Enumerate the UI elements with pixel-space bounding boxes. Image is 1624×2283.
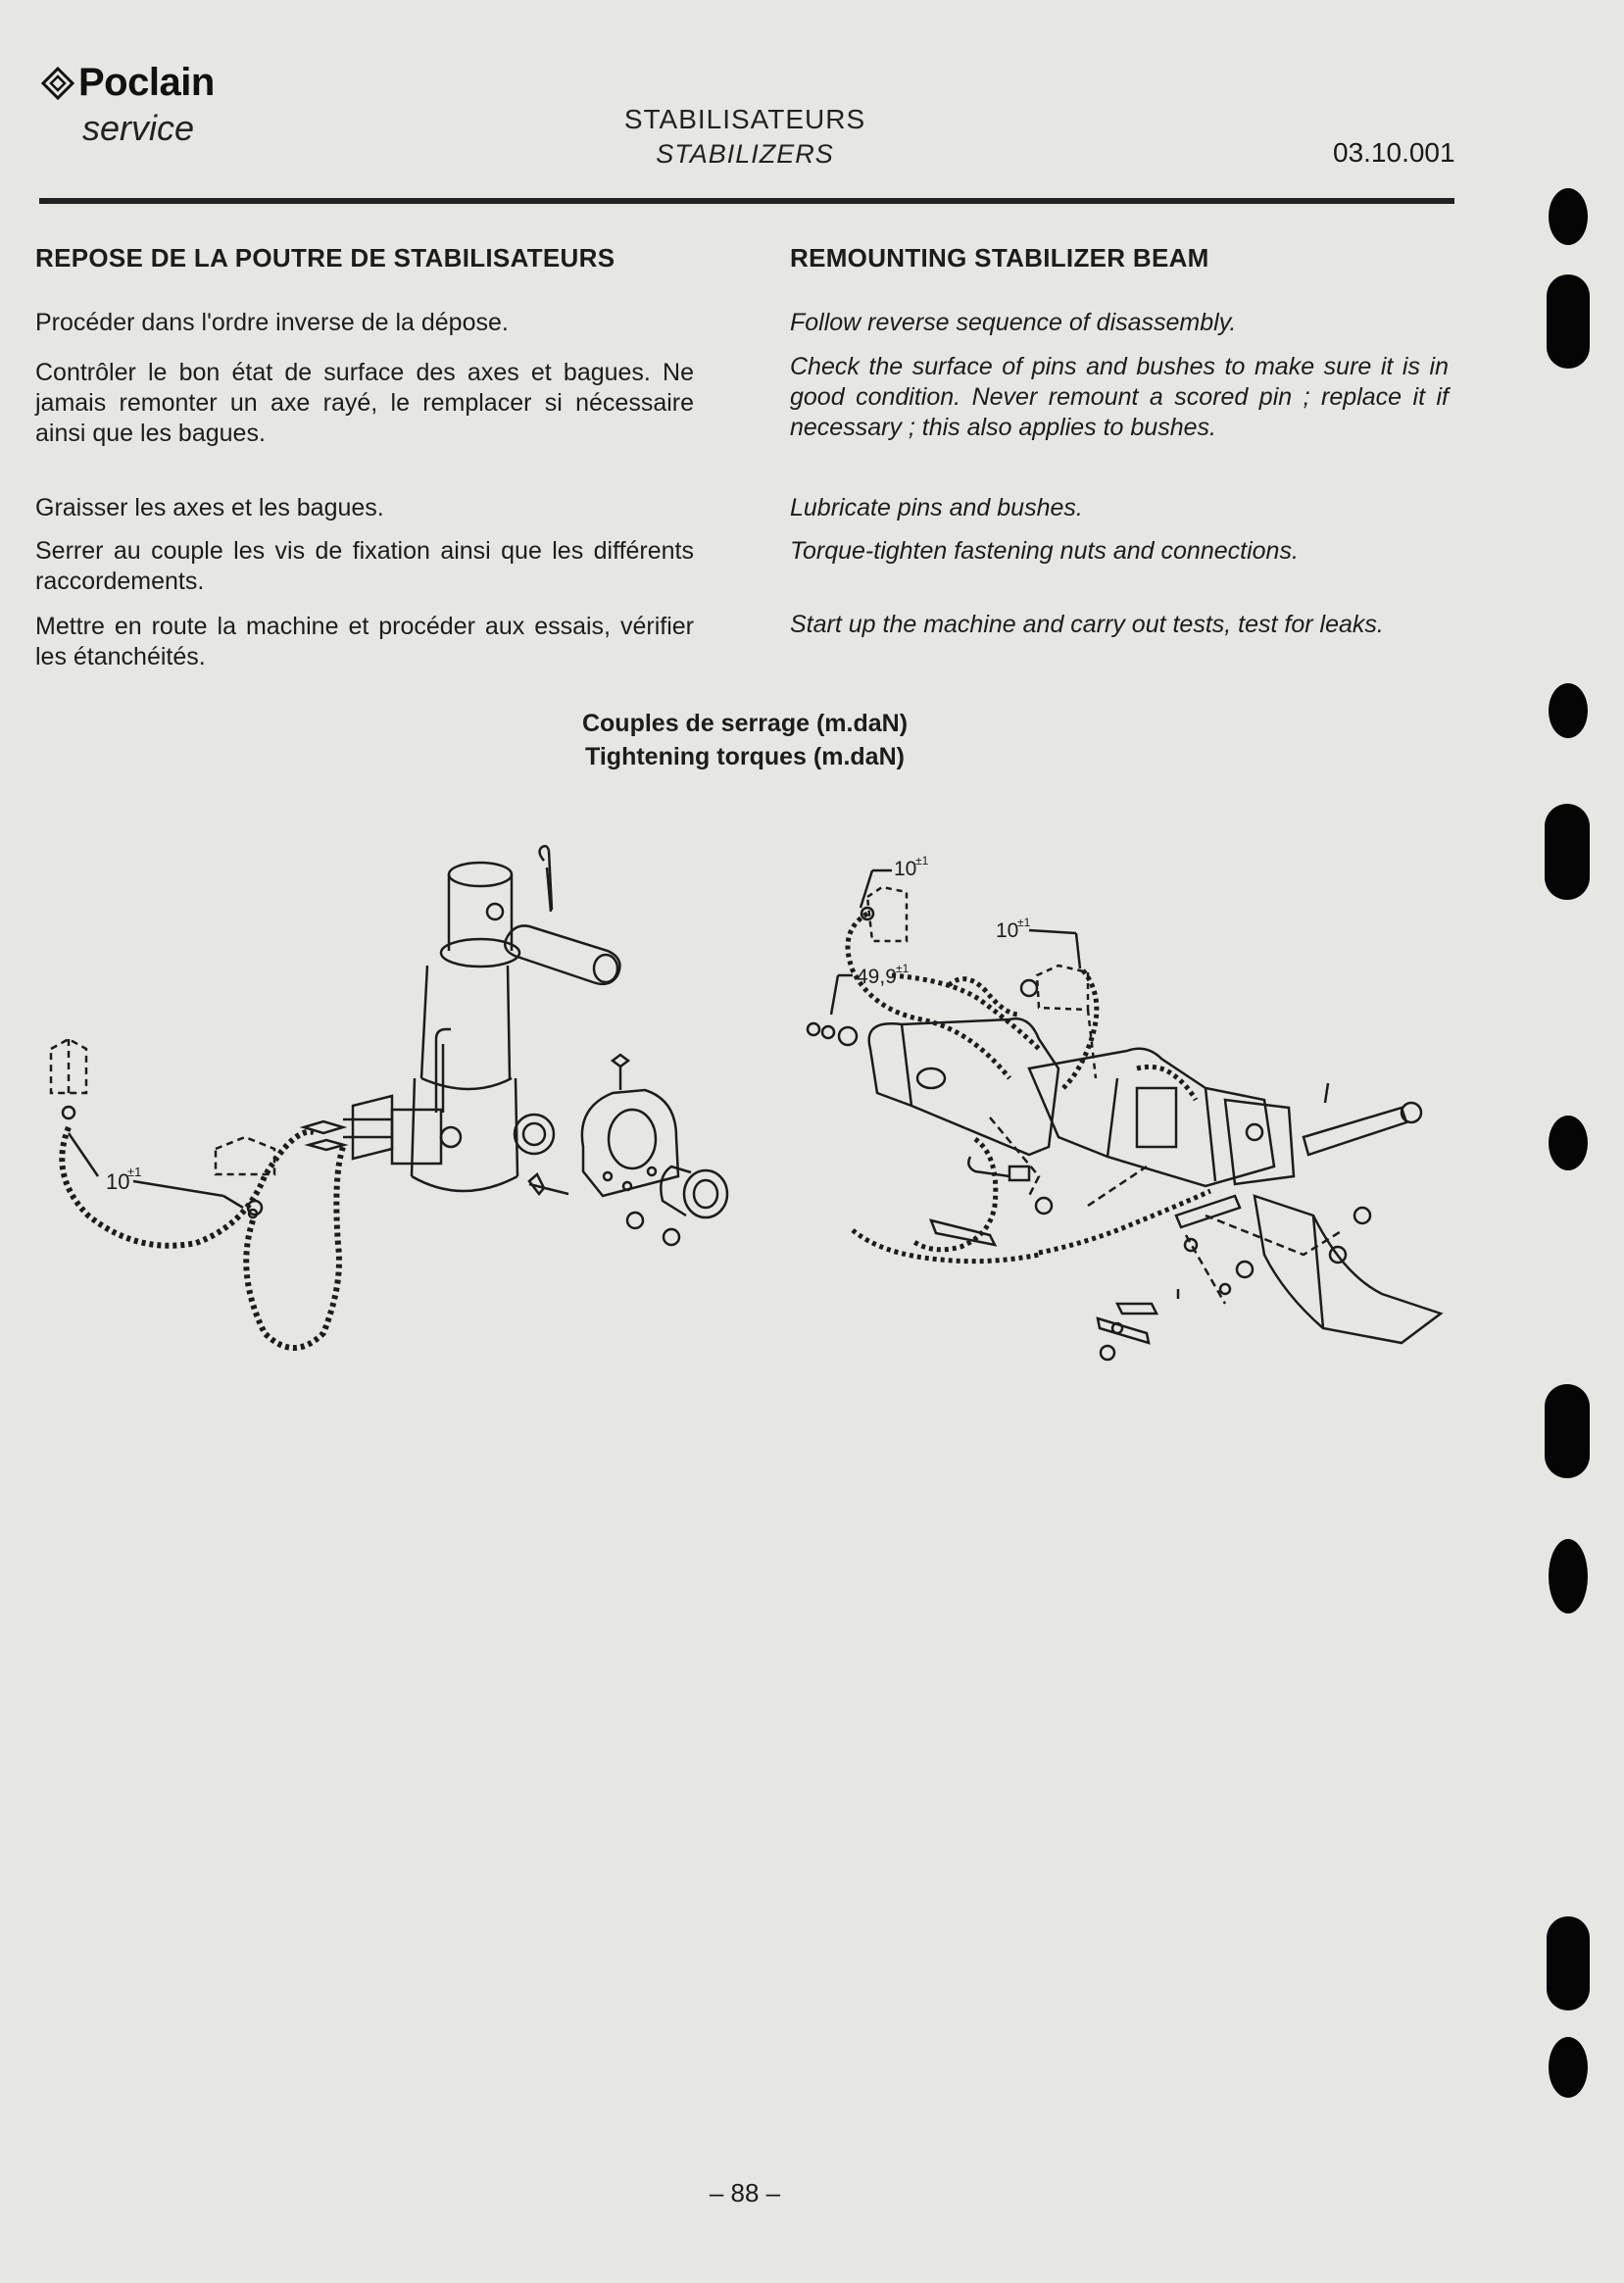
punch-hole-8 <box>1547 1916 1590 2010</box>
diamond-logo-icon <box>41 67 74 100</box>
brand-name: Poclain <box>78 61 215 104</box>
punch-hole-2 <box>1547 274 1590 369</box>
french-column <box>35 243 694 301</box>
english-p5-wrap <box>790 610 1449 640</box>
english-column <box>790 243 1449 301</box>
page-number: – 88 – <box>709 2178 781 2208</box>
left-torque-tolerance: ±1 <box>127 1165 142 1179</box>
french-p4-wrap <box>35 536 694 597</box>
english-paragraph-4: Torque-tighten fastening nuts and connections. <box>790 537 1299 565</box>
right-torque-tolerance-a: ±1 <box>915 854 929 868</box>
french-paragraph-2: Contrôler le bon état de surface des axes et bagues. Ne jamais remonter un axe rayé, le remplacer si nécessaire ainsi que les bagues. <box>35 359 694 447</box>
punch-hole-4 <box>1545 804 1590 900</box>
torque-caption-french: Couples de serrage (m.daN) <box>581 710 909 737</box>
punch-hole-3 <box>1549 683 1588 738</box>
punch-hole-9 <box>1549 2037 1588 2098</box>
english-heading: REMOUNTING STABILIZER BEAM <box>790 243 1209 273</box>
header-rule <box>39 198 1454 204</box>
right-torque-label-b: 10 <box>996 919 1019 942</box>
english-p2-wrap <box>790 352 1449 443</box>
french-p5-wrap <box>35 612 694 672</box>
stabilizer-cylinder-diagram <box>39 843 745 1363</box>
english-paragraph-3: Lubricate pins and bushes. <box>790 494 1083 521</box>
french-p1-wrap <box>35 308 694 338</box>
english-p1-wrap <box>790 308 1449 338</box>
french-paragraph-1: Procéder dans l'ordre inverse de la dépose. <box>35 309 509 336</box>
section-title-english: STABILIZERS <box>656 139 834 169</box>
punch-hole-1 <box>1549 188 1588 245</box>
french-heading: REPOSE DE LA POUTRE DE STABILISATEURS <box>35 243 615 273</box>
english-paragraph-1: Follow reverse sequence of disassembly. <box>790 309 1237 336</box>
english-p3-wrap <box>790 493 1449 523</box>
left-torque-label: 10 <box>106 1169 130 1194</box>
stabilizer-beam-diagram <box>794 843 1470 1372</box>
french-paragraph-3: Graisser les axes et les bagues. <box>35 494 384 521</box>
english-paragraph-2: Check the surface of pins and bushes to make sure it is in good condition. Never remount a scored pin ; replace it if necessary ; this also applies to bushes. <box>790 353 1449 441</box>
document-code: 03.10.001 <box>1333 137 1455 168</box>
punch-hole-5 <box>1549 1116 1588 1170</box>
french-paragraph-5: Mettre en route la machine et procéder aux essais, vérifier les étanchéités. <box>35 613 694 670</box>
french-p2-wrap <box>35 358 694 449</box>
right-torque-tolerance-b: ±1 <box>1017 916 1031 929</box>
right-torque-label-a: 10 <box>894 858 917 880</box>
english-paragraph-5: Start up the machine and carry out tests, test for leaks. <box>790 611 1384 638</box>
section-title-french: STABILISATEURS <box>623 104 866 134</box>
service-label: service <box>82 108 195 148</box>
torque-caption-english: Tightening torques (m.daN) <box>585 743 905 770</box>
punch-hole-6 <box>1545 1384 1590 1478</box>
french-p3-wrap <box>35 493 694 523</box>
right-torque-tolerance-c: ±1 <box>896 962 910 975</box>
english-p4-wrap <box>790 536 1449 567</box>
punch-hole-7 <box>1549 1539 1588 1613</box>
poclain-logo <box>41 61 215 105</box>
french-paragraph-4: Serrer au couple les vis de fixation ainsi que les différents raccordements. <box>35 537 694 595</box>
right-torque-label-c: 49,9 <box>857 966 897 988</box>
